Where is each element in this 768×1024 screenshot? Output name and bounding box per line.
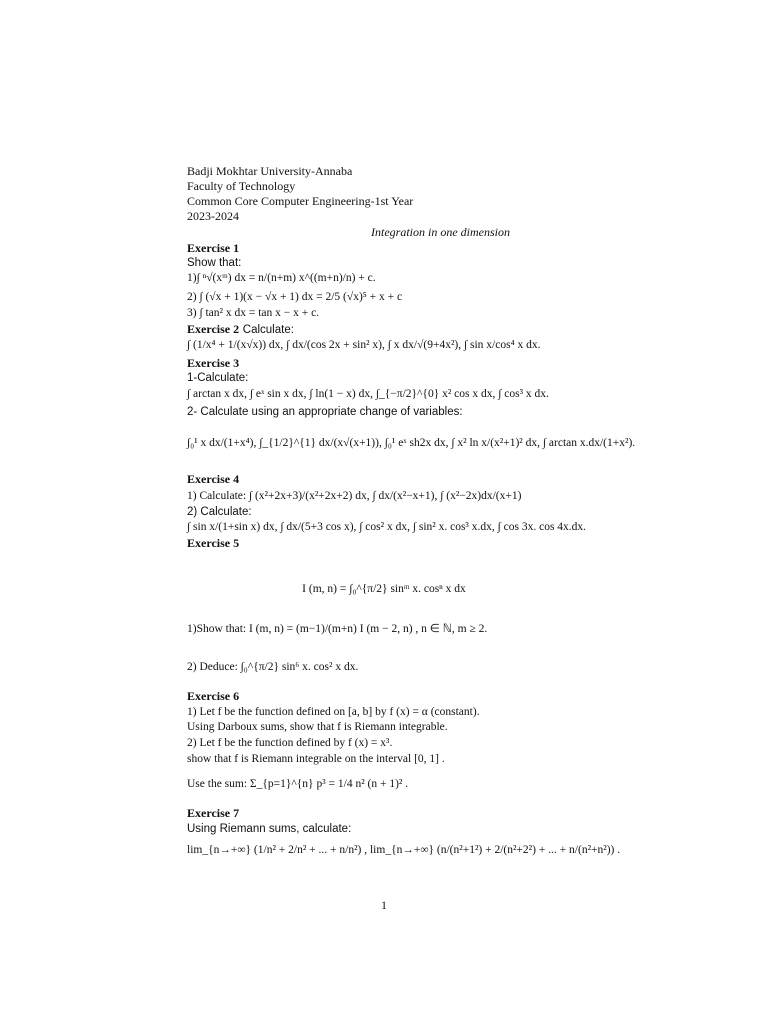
exercise-3-line: 1-Calculate: xyxy=(187,372,249,384)
exercise-6-line: Use the sum: Σ_{p=1}^{n} p³ = 1/4 n² (n + 1)² . xyxy=(187,778,409,790)
exercise-4-line: 2) Calculate: xyxy=(187,506,252,518)
exercise-2-heading xyxy=(187,322,294,337)
exercise-6-line: show that f is Riemann integrable on the interval [0, 1] . xyxy=(187,753,445,765)
exercise-5-line: 2) Deduce: ∫₀^{π/2} sin⁶ x. cos² x dx. xyxy=(187,661,359,673)
exercise-7-line: lim_{n→+∞} (1/n² + 2/n² + ... + n/n²) , lim_{n→+∞} (n/(n²+1²) + 2/(n²+2²) + ... + n/(n²+n²)) . xyxy=(187,844,621,856)
exercise-1-line: 3) ∫ tan² x dx = tan x − x + c. xyxy=(187,307,320,319)
exercise-7-line: Using Riemann sums, calculate: xyxy=(187,823,352,835)
page-number: 1 xyxy=(381,898,387,912)
exercise-3-line: 2- Calculate using an appropriate change of variables: xyxy=(187,406,463,418)
exercise-2-title: Exercise 2 xyxy=(187,322,240,336)
exercise-4-title: Exercise 4 xyxy=(187,472,240,486)
exercise-5-line: 1)Show that: I (m, n) = (m−1)/(m+n) I (m − 2, n) , n ∈ ℕ, m ≥ 2. xyxy=(187,623,488,635)
exercise-5-definition: I (m, n) = ∫₀^{π/2} sinᵐ x. cosⁿ x dx xyxy=(302,583,466,595)
exercise-3-title: Exercise 3 xyxy=(187,356,240,370)
exercise-1-line: Show that: xyxy=(187,257,242,269)
exercise-3-line: ∫ arctan x dx, ∫ eˣ sin x dx, ∫ ln(1 − x) dx, ∫_{−π/2}^{0} x² cos x dx, ∫ cos³ x dx. xyxy=(187,388,549,400)
exercise-1-title: Exercise 1 xyxy=(187,241,240,255)
exercise-2-line: ∫ (1/x⁴ + 1/(x√x)) dx, ∫ dx/(cos 2x + sin² x), ∫ x dx/√(9+4x²), ∫ sin x/cos⁴ x dx. xyxy=(187,339,541,351)
exercise-1-line: 1)∫ ⁿ√(xᵐ) dx = n/(n+m) x^((m+n)/n) + c. xyxy=(187,272,376,284)
academic-year: 2023-2024 xyxy=(187,209,239,223)
exercise-5-title: Exercise 5 xyxy=(187,536,240,550)
exercise-6-line: 1) Let f be the function defined on [a, b] by f (x) = α (constant). xyxy=(187,706,480,718)
exercise-2-instruction: Calculate: xyxy=(242,324,294,336)
exercise-6-line: 2) Let f be the function defined by f (x) = x³. xyxy=(187,737,393,749)
exercise-6-line: Using Darboux sums, show that f is Riemann integrable. xyxy=(187,721,448,733)
exercise-3-line: ∫₀¹ x dx/(1+x⁴), ∫_{1/2}^{1} dx/(x√(x+1)), ∫₀¹ eˣ sh2x dx, ∫ x² ln x/(x²+1)² dx, ∫ arctan x.dx/(1+x²). xyxy=(187,437,636,449)
exercise-4-line: ∫ sin x/(1+sin x) dx, ∫ dx/(5+3 cos x), ∫ cos² x dx, ∫ sin² x. cos³ x.dx, ∫ cos 3x. cos 4x.dx. xyxy=(187,521,587,533)
exercise-4-line: 1) Calculate: ∫ (x²+2x+3)/(x²+2x+2) dx, ∫ dx/(x²−x+1), ∫ (x²−2x)dx/(x+1) xyxy=(187,490,522,502)
exercise-7-title: Exercise 7 xyxy=(187,806,240,820)
exercise-1-line: 2) ∫ (√x + 1)(x − √x + 1) dx = 2/5 (√x)⁵ + x + c xyxy=(187,291,403,303)
university-name: Badji Mokhtar University-Annaba xyxy=(187,164,353,178)
exercise-6-title: Exercise 6 xyxy=(187,689,240,703)
program-name: Common Core Computer Engineering-1st Year xyxy=(187,194,414,208)
faculty-name: Faculty of Technology xyxy=(187,179,296,193)
subject-title: Integration in one dimension xyxy=(371,225,510,239)
